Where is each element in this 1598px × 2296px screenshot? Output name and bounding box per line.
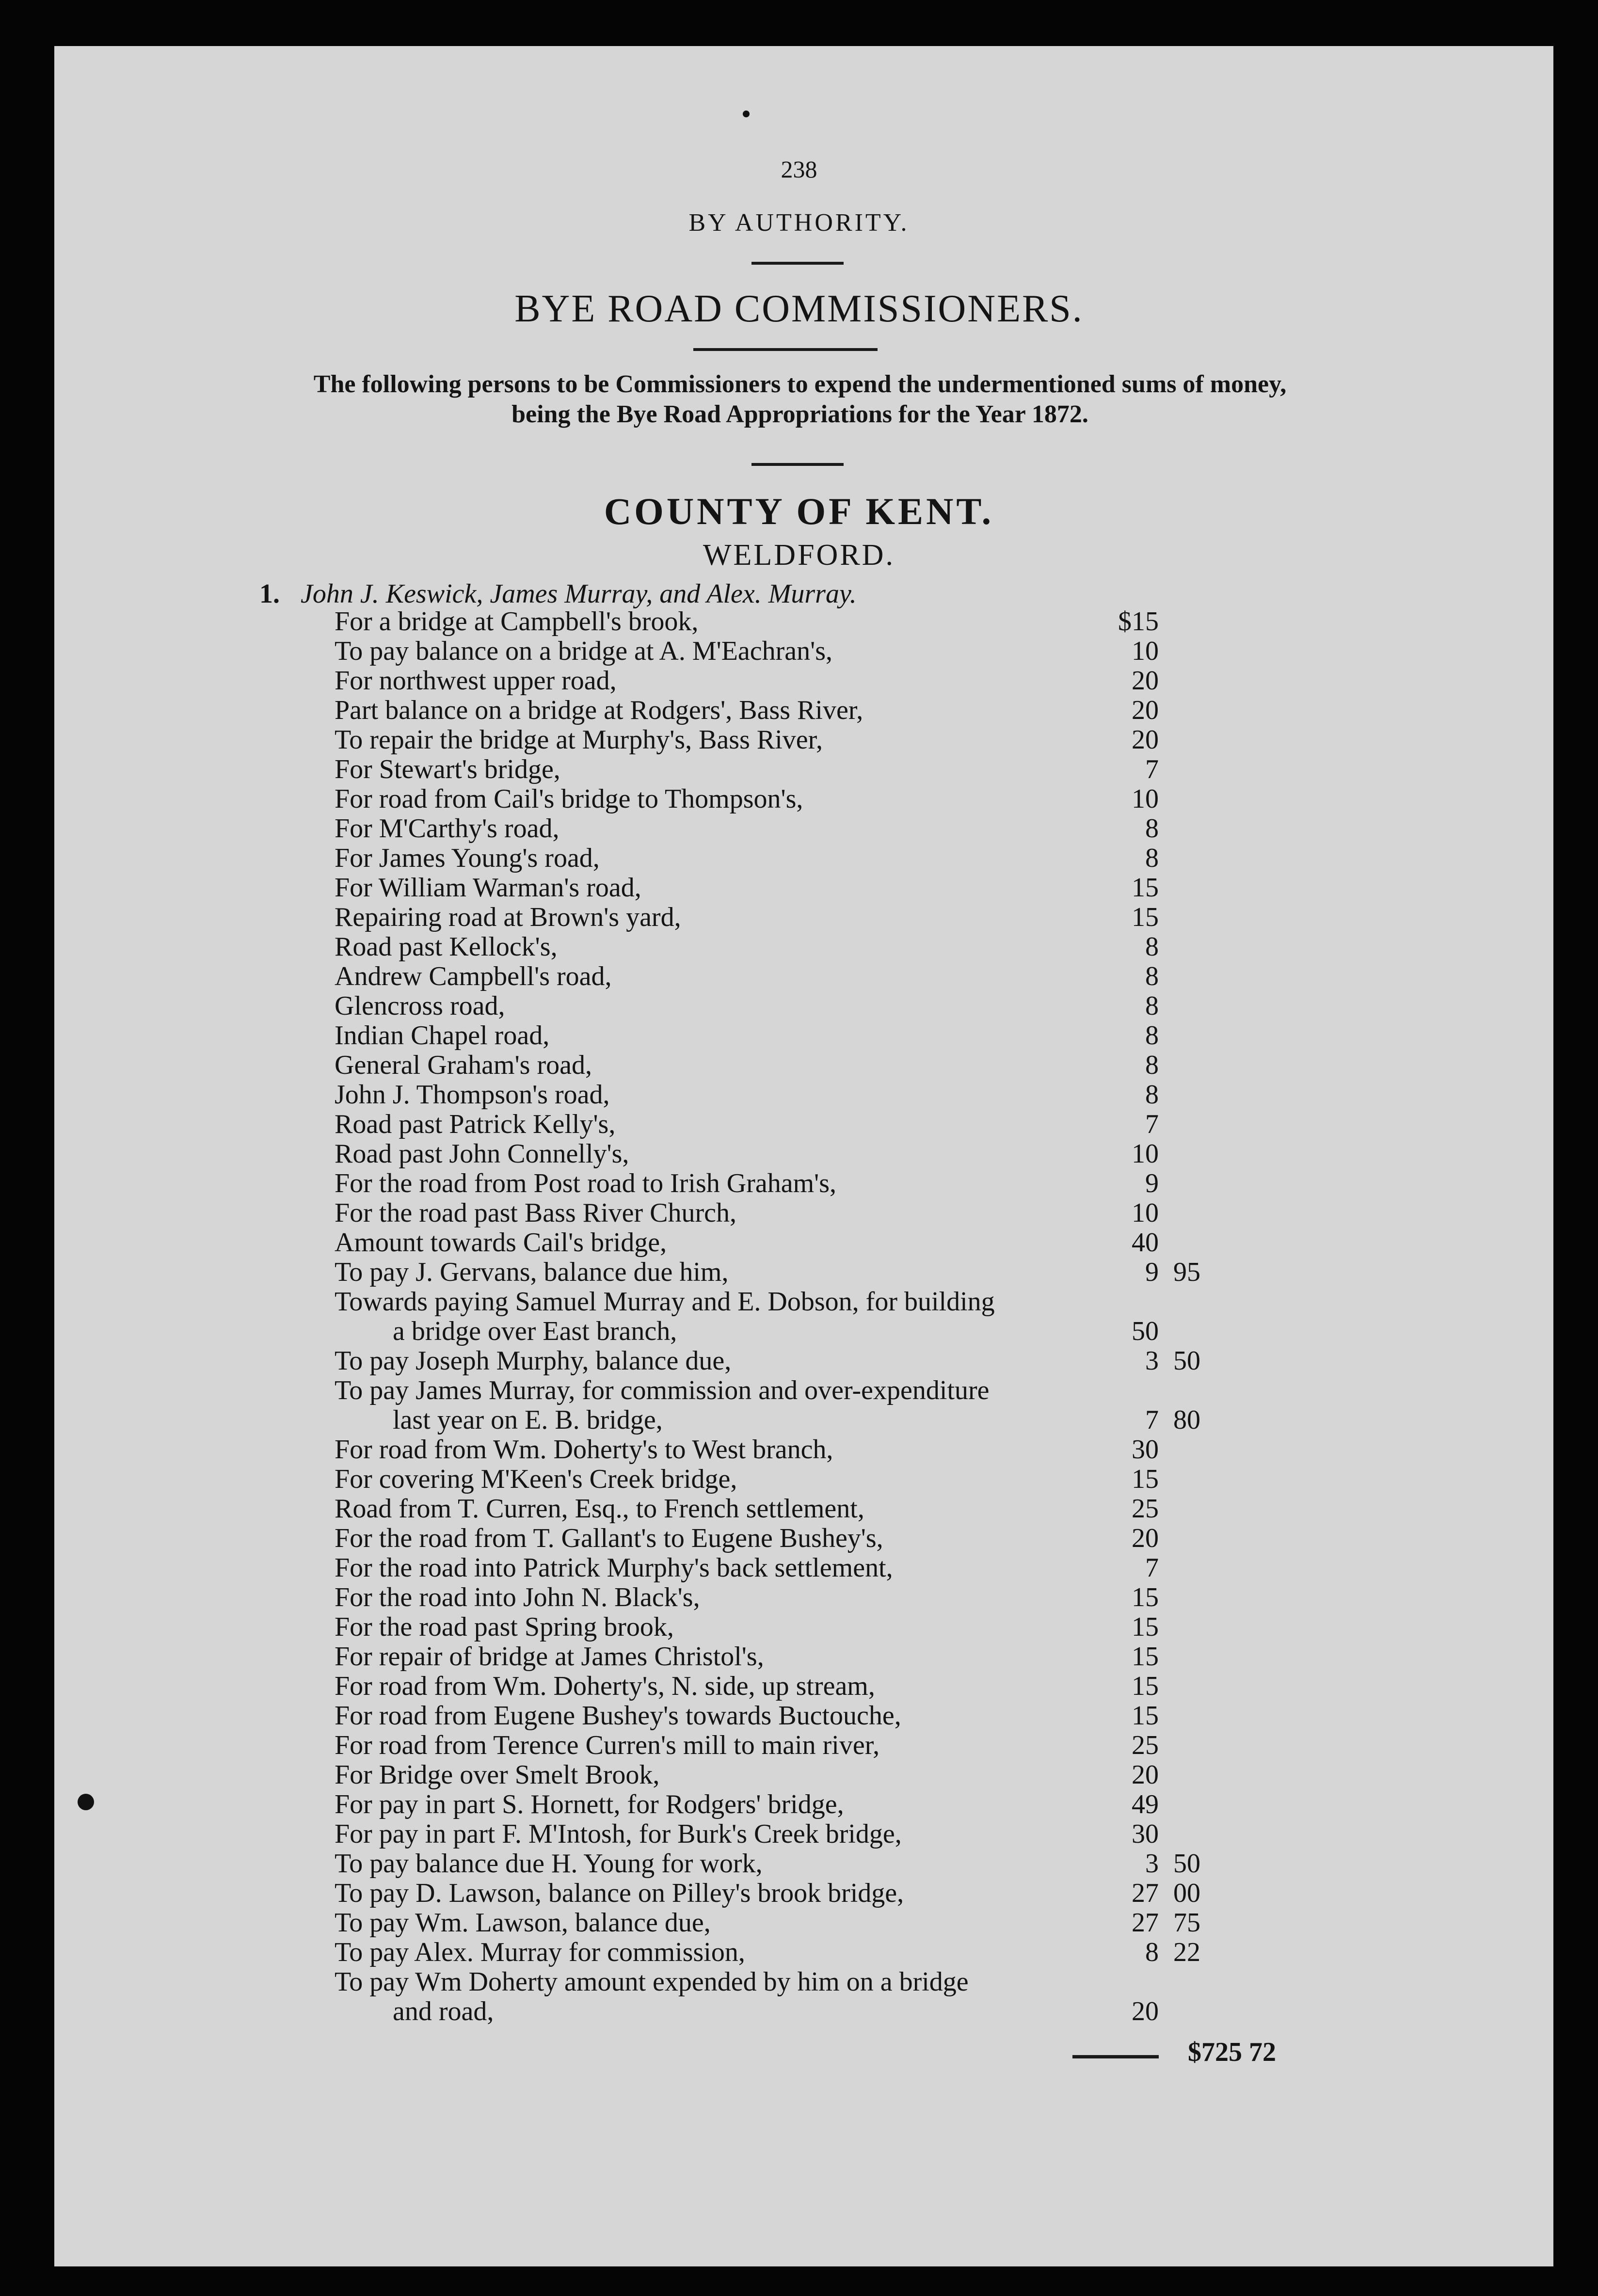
appropriation-dollars: 27 [1132, 1908, 1159, 1938]
appropriation-description: For road from Wm. Doherty's to West branch, [335, 1435, 833, 1465]
appropriation-row [335, 1287, 1362, 1317]
appropriation-description: Part balance on a bridge at Rodgers', Bass River, [335, 695, 863, 725]
appropriation-row [335, 962, 1362, 991]
appropriation-dollars: 15 [1132, 1464, 1159, 1494]
appropriation-row [335, 755, 1362, 784]
appropriation-row [335, 1553, 1362, 1583]
appropriation-dollars: 8 [1145, 1937, 1159, 1967]
appropriation-dollars: 8 [1145, 961, 1159, 991]
appropriation-row [335, 1938, 1362, 1967]
appropriation-dollars: 20 [1132, 695, 1159, 725]
appropriation-description: For the road past Spring brook, [335, 1612, 674, 1642]
appropriation-description: To pay J. Gervans, balance due him, [335, 1257, 729, 1287]
appropriation-dollars: 8 [1145, 1020, 1159, 1051]
appropriation-description: For road from Wm. Doherty's, N. side, up stream, [335, 1671, 875, 1701]
appropriation-description: To pay balance on a bridge at A. M'Eachran's, [335, 636, 833, 666]
appropriation-row [335, 1760, 1362, 1790]
appropriation-row [335, 932, 1362, 962]
intro-line-2: being the Bye Road Appropriations for the Year 1872. [511, 400, 1088, 428]
appropriation-cents: 22 [1173, 1937, 1200, 1967]
appropriation-description: For pay in part S. Hornett, for Rodgers' bridge, [335, 1789, 844, 1819]
appropriation-dollars: 15 [1132, 1642, 1159, 1672]
total-rule [1072, 2055, 1159, 2058]
appropriation-dollars: 8 [1145, 1080, 1159, 1110]
appropriation-description: To pay Joseph Murphy, balance due, [335, 1346, 732, 1376]
appropriation-row [335, 666, 1362, 696]
intro-text [208, 369, 1391, 430]
appropriation-row [335, 784, 1362, 814]
appropriation-row [335, 1405, 1362, 1435]
appropriation-row [335, 1258, 1362, 1287]
appropriation-dollars: 15 [1132, 873, 1159, 903]
appropriation-row [335, 1021, 1362, 1051]
appropriation-row [335, 1997, 1362, 2026]
appropriation-dollars: 27 [1132, 1878, 1159, 1908]
appropriation-row [335, 637, 1362, 666]
appropriation-dollars: 8 [1145, 813, 1159, 844]
appropriation-description: Towards paying Samuel Murray and E. Dobson, for building [335, 1287, 995, 1317]
appropriation-row [335, 696, 1362, 725]
appropriation-dollars: 8 [1145, 843, 1159, 873]
county-heading: COUNTY OF KENT. [604, 490, 994, 532]
appropriation-description: For pay in part F. M'Intosh, for Burk's Creek bridge, [335, 1819, 902, 1849]
appropriation-row [335, 1139, 1362, 1169]
appropriation-description: For road from Terence Curren's mill to main river, [335, 1730, 880, 1760]
appropriation-description: For the road into Patrick Murphy's back settlement, [335, 1553, 893, 1583]
appropriation-description: For Stewart's bridge, [335, 754, 560, 784]
appropriation-description: To pay Wm Doherty amount expended by him on a bridge [335, 1967, 969, 1997]
appropriation-row [335, 1967, 1362, 1997]
appropriation-description: For the road past Bass River Church, [335, 1198, 736, 1228]
appropriation-row [335, 1731, 1362, 1760]
appropriation-dollars: 10 [1132, 1139, 1159, 1169]
appropriation-row [335, 1583, 1362, 1612]
appropriation-dollars: 8 [1145, 991, 1159, 1021]
appropriation-row [335, 1494, 1362, 1524]
appropriation-dollars: 25 [1132, 1730, 1159, 1760]
appropriation-description: For the road from T. Gallant's to Eugene Bushey's, [335, 1523, 883, 1553]
appropriation-description: For repair of bridge at James Christol's, [335, 1642, 764, 1672]
appropriation-row [335, 725, 1362, 755]
appropriation-dollars: 20 [1132, 1523, 1159, 1553]
appropriation-row [335, 1612, 1362, 1642]
appropriation-row [335, 1435, 1362, 1465]
appropriation-dollars: 20 [1132, 1996, 1159, 2026]
appropriation-dollars: 7 [1145, 1109, 1159, 1139]
page-number: 238 [781, 156, 817, 183]
appropriation-cents: 75 [1173, 1908, 1200, 1938]
appropriation-dollars: 9 [1145, 1168, 1159, 1198]
appropriation-dollars: 8 [1145, 932, 1159, 962]
appropriation-row [335, 1228, 1362, 1258]
appropriation-row [335, 814, 1362, 844]
ink-spot [78, 1794, 94, 1810]
appropriation-dollars: 3 [1145, 1346, 1159, 1376]
appropriation-row [335, 903, 1362, 932]
appropriation-description: Road past Patrick Kelly's, [335, 1109, 616, 1139]
divider-rule [751, 262, 844, 265]
appropriation-description: For William Warman's road, [335, 873, 641, 903]
appropriation-cents: 50 [1173, 1346, 1200, 1376]
appropriation-dollars: 10 [1132, 1198, 1159, 1228]
appropriation-dollars: 30 [1132, 1819, 1159, 1849]
appropriation-row [335, 1198, 1362, 1228]
appropriation-dollars: 20 [1132, 1760, 1159, 1790]
authority-heading: BY AUTHORITY. [688, 209, 910, 237]
appropriation-row [335, 1080, 1362, 1110]
commissioner-names: John J. Keswick, James Murray, and Alex. Murray. [301, 579, 857, 609]
appropriation-dollars: 40 [1132, 1228, 1159, 1258]
parish-heading: WELDFORD. [703, 539, 895, 572]
appropriation-row [335, 1672, 1362, 1701]
appropriation-row [335, 1169, 1362, 1198]
appropriation-dollars: 30 [1132, 1435, 1159, 1465]
appropriation-description: To pay Wm. Lawson, balance due, [335, 1908, 711, 1938]
appropriation-description: For the road into John N. Black's, [335, 1582, 700, 1612]
appropriation-row [335, 1376, 1362, 1405]
appropriation-row [335, 1790, 1362, 1819]
appropriation-dollars: 7 [1145, 1405, 1159, 1435]
appropriation-description: and road, [393, 1996, 494, 2026]
appropriation-cents: 00 [1173, 1878, 1200, 1908]
appropriation-description: To pay James Murray, for commission and over-expenditure [335, 1375, 990, 1405]
appropriation-description: To pay D. Lawson, balance on Pilley's brook bridge, [335, 1878, 904, 1908]
appropriation-description: For a bridge at Campbell's brook, [335, 606, 699, 637]
appropriation-description: For northwest upper road, [335, 666, 617, 696]
divider-rule [693, 348, 878, 351]
appropriation-description: Road from T. Curren, Esq., to French settlement, [335, 1494, 864, 1524]
appropriation-dollars: 49 [1132, 1789, 1159, 1819]
appropriation-dollars: $15 [1118, 606, 1159, 637]
appropriation-dollars: 15 [1132, 1582, 1159, 1612]
appropriation-dollars: 20 [1132, 666, 1159, 696]
appropriation-dollars: 20 [1132, 725, 1159, 755]
appropriation-dollars: 10 [1132, 784, 1159, 814]
appropriation-description: Amount towards Cail's bridge, [335, 1228, 667, 1258]
appropriation-description: For covering M'Keen's Creek bridge, [335, 1464, 737, 1494]
appropriation-cents: 80 [1173, 1405, 1200, 1435]
divider-rule [751, 463, 844, 466]
total-amount: $725 72 [1188, 2037, 1276, 2067]
appropriation-description: General Graham's road, [335, 1050, 592, 1080]
appropriation-row [335, 1317, 1362, 1346]
appropriation-row [335, 1849, 1362, 1879]
appropriation-description: Road past John Connelly's, [335, 1139, 629, 1169]
appropriation-row [335, 1051, 1362, 1080]
appropriation-row [335, 1524, 1362, 1553]
appropriation-row [335, 1465, 1362, 1494]
appropriation-dollars: 25 [1132, 1494, 1159, 1524]
appropriation-description: Glencross road, [335, 991, 505, 1021]
appropriation-dollars: 15 [1132, 1612, 1159, 1642]
appropriation-row [335, 1908, 1362, 1938]
appropriation-row [335, 1110, 1362, 1139]
appropriation-dollars: 7 [1145, 754, 1159, 784]
appropriation-description: last year on E. B. bridge, [393, 1405, 663, 1435]
intro-line-1: The following persons to be Commissioners to expend the undermentioned sums of money, [313, 370, 1287, 398]
appropriation-description: For road from Eugene Bushey's towards Buctouche, [335, 1701, 901, 1731]
appropriation-row [335, 991, 1362, 1021]
appropriation-description: For Bridge over Smelt Brook, [335, 1760, 660, 1790]
appropriation-description: a bridge over East branch, [393, 1316, 677, 1346]
appropriation-cents: 50 [1173, 1849, 1200, 1879]
appropriation-dollars: 8 [1145, 1050, 1159, 1080]
appropriation-row [335, 1701, 1362, 1731]
appropriation-description: To pay Alex. Murray for commission, [335, 1937, 745, 1967]
appropriation-description: Indian Chapel road, [335, 1020, 550, 1051]
appropriation-description: Road past Kellock's, [335, 932, 558, 962]
appropriation-dollars: 9 [1145, 1257, 1159, 1287]
appropriation-description: John J. Thompson's road, [335, 1080, 610, 1110]
page-title: BYE ROAD COMMISSIONERS. [514, 287, 1084, 330]
appropriation-description: For James Young's road, [335, 843, 600, 873]
appropriation-dollars: 7 [1145, 1553, 1159, 1583]
appropriation-description: Andrew Campbell's road, [335, 961, 612, 991]
appropriation-description: To repair the bridge at Murphy's, Bass River, [335, 725, 823, 755]
appropriation-row [335, 607, 1362, 637]
appropriation-dollars: 10 [1132, 636, 1159, 666]
appropriation-row [335, 1642, 1362, 1672]
appropriation-dollars: 15 [1132, 1701, 1159, 1731]
appropriation-description: To pay balance due H. Young for work, [335, 1849, 763, 1879]
appropriation-cents: 95 [1173, 1257, 1200, 1287]
appropriation-dollars: 3 [1145, 1849, 1159, 1879]
group-number: 1. [259, 579, 280, 609]
appropriation-row [335, 1819, 1362, 1849]
appropriation-dollars: 50 [1132, 1316, 1159, 1346]
appropriation-row [335, 1346, 1362, 1376]
appropriation-row [335, 844, 1362, 873]
appropriation-row [335, 873, 1362, 903]
appropriation-row [335, 1879, 1362, 1908]
appropriation-dollars: 15 [1132, 902, 1159, 932]
appropriation-description: For M'Carthy's road, [335, 813, 559, 844]
appropriation-dollars: 15 [1132, 1671, 1159, 1701]
appropriation-description: Repairing road at Brown's yard, [335, 902, 681, 932]
appropriation-description: For road from Cail's bridge to Thompson's, [335, 784, 803, 814]
ink-spot [743, 111, 750, 117]
appropriation-description: For the road from Post road to Irish Graham's, [335, 1168, 837, 1198]
